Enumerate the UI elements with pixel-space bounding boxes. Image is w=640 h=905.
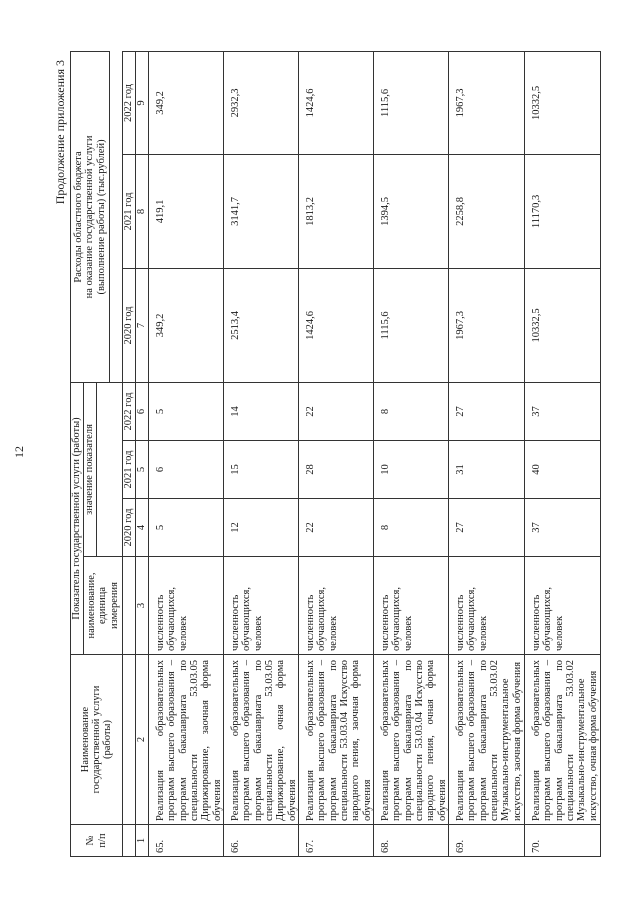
header-indicator-group: Показатель государственной услуги (работы) [71, 382, 84, 654]
spend-2020: 1115,6 [373, 268, 448, 382]
spend-2022: 1424,6 [298, 51, 373, 154]
spend-2021: 3141,7 [223, 154, 298, 268]
spend-2022: 10332,5 [524, 51, 600, 154]
unit: численность обучающихся, человек [298, 557, 373, 655]
header-value-spacer [97, 382, 123, 556]
service-name: Реализация образовательных программ высшего образования – программ бакалавриата по специальности 53.03.04 Искусство народного пения, очная форма обучения [373, 655, 448, 825]
table-row [223, 51, 298, 856]
header-empty-num [123, 825, 136, 857]
continuation-note: Продолжение приложения 3 [53, 60, 67, 205]
spend-2020: 349,2 [149, 268, 224, 382]
value-2022: 22 [298, 382, 373, 440]
col-index: 8 [136, 154, 149, 268]
header-name: Наименование государственной услуги (работы) [71, 655, 123, 825]
col-index: 5 [136, 441, 149, 499]
unit: численность обучающихся, человек [448, 557, 524, 655]
header-value-group: значение показателя [84, 382, 97, 556]
spend-2021: 1813,2 [298, 154, 373, 268]
header-empty-name [123, 655, 136, 825]
header-year-v2021: 2021 год [123, 441, 136, 499]
row-number: 66. [223, 825, 298, 857]
spend-2022: 2932,3 [223, 51, 298, 154]
column-index-row [136, 51, 149, 856]
unit: численность обучающихся, человек [149, 557, 224, 655]
service-name: Реализация образовательных программ высшего образования – программ бакалавриата по специальности 53.03.05 Дирижирование, очная форма обучения [223, 655, 298, 825]
unit: численность обучающихся, человек [223, 557, 298, 655]
spend-2022: 1115,6 [373, 51, 448, 154]
table-row [448, 51, 524, 856]
value-2022: 27 [448, 382, 524, 440]
header-year-s2022: 2022 год [123, 51, 136, 154]
header-year-v2020: 2020 год [123, 499, 136, 557]
spend-2021: 11170,3 [524, 154, 600, 268]
value-2021: 6 [149, 441, 224, 499]
spend-2021: 2258,8 [448, 154, 524, 268]
spend-2020: 2513,4 [223, 268, 298, 382]
unit: численность обучающихся, человек [524, 557, 600, 655]
value-2021: 15 [223, 441, 298, 499]
value-2020: 12 [223, 499, 298, 557]
service-name: Реализация образовательных программ высшего образования – программ бакалавриата по специальности 53.03.04 Искусство народного пения, заочная форма обучения [298, 655, 373, 825]
col-index: 6 [136, 382, 149, 440]
services-table [70, 51, 601, 857]
row-number: 67. [298, 825, 373, 857]
row-number: 68. [373, 825, 448, 857]
value-2021: 31 [448, 441, 524, 499]
unit: численность обучающихся, человек [373, 557, 448, 655]
spend-2020: 1967,3 [448, 268, 524, 382]
col-index: 1 [136, 825, 149, 857]
value-2021: 28 [298, 441, 373, 499]
value-2020: 22 [298, 499, 373, 557]
service-name: Реализация образовательных программ высшего образования – программ бакалавриата по специальности 53.03.02 Музыкально-инструментальное искусство, очная форма обучения [524, 655, 600, 825]
header-empty-unit [123, 557, 136, 655]
table-row [298, 51, 373, 856]
table-row [149, 51, 224, 856]
service-name: Реализация образовательных программ высшего образования – программ бакалавриата по специальности 53.03.02 Музыкально-инструментальное искусство, заочная форма обучения [448, 655, 524, 825]
col-index: 7 [136, 268, 149, 382]
row-number: 65. [149, 825, 224, 857]
col-index: 4 [136, 499, 149, 557]
header-year-s2020: 2020 год [123, 268, 136, 382]
header-year-v2022: 2022 год [123, 382, 136, 440]
value-2020: 27 [448, 499, 524, 557]
spend-2020: 10332,5 [524, 268, 600, 382]
col-index: 2 [136, 655, 149, 825]
value-2021: 10 [373, 441, 448, 499]
header-year-s2021: 2021 год [123, 154, 136, 268]
spend-2021: 419,1 [149, 154, 224, 268]
row-number: 70. [524, 825, 600, 857]
service-name: Реализация образовательных программ высшего образования – программ бакалавриата по специальности 53.03.05 Дирижирование, заочная форма обучения [149, 655, 224, 825]
header-num: № п/п [71, 825, 123, 857]
col-index: 3 [136, 557, 149, 655]
value-2020: 8 [373, 499, 448, 557]
value-2020: 5 [149, 499, 224, 557]
spend-2022: 1967,3 [448, 51, 524, 154]
value-2021: 40 [524, 441, 600, 499]
header-unit: наименование, единица измерения [84, 557, 123, 655]
table-row [373, 51, 448, 856]
spend-2021: 1394,5 [373, 154, 448, 268]
value-2022: 37 [524, 382, 600, 440]
value-2022: 8 [373, 382, 448, 440]
spend-2020: 1424,6 [298, 268, 373, 382]
value-2020: 37 [524, 499, 600, 557]
row-number: 69. [448, 825, 524, 857]
spend-2022: 349,2 [149, 51, 224, 154]
header-spend-group: Расходы областного бюджета на оказание государственной услуги (выполнение работы) (тыс.рублей) [71, 51, 110, 382]
value-2022: 14 [223, 382, 298, 440]
table-row [524, 51, 600, 856]
page-number: 12 [12, 446, 26, 458]
value-2022: 5 [149, 382, 224, 440]
col-index: 9 [136, 51, 149, 154]
